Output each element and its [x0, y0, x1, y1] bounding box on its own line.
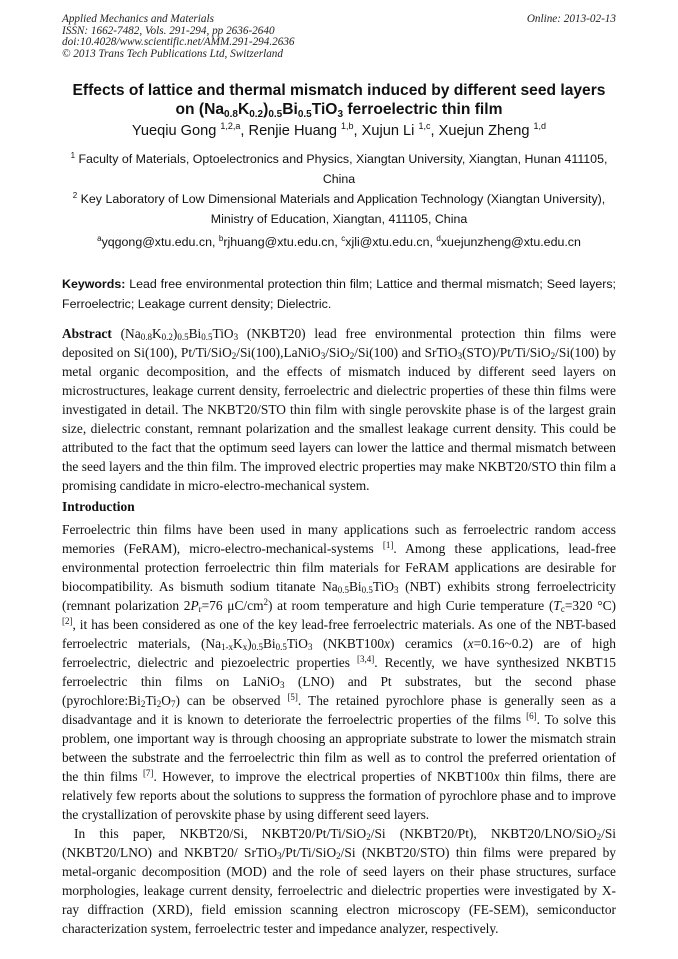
journal-header [62, 14, 616, 60]
affiliation-2: $^2$ Key Laboratory of Low Dimensional Materials and Application Technology (Xiangtan University), Ministry of Education, Xiangtan, 411105, China [72, 191, 606, 226]
online-date: Online: 2013-02-13 [526, 13, 616, 25]
title-line-2: on $(Na_{0.8}K_{0.2})_{0.5}Bi_{0.5}TiO_3$ ferroelectric thin film [175, 101, 503, 120]
email-link[interactable]: $^a$yqgong@xtu.edu.cn [97, 234, 212, 249]
journal-name: Applied Mechanics and Materials [62, 13, 214, 25]
citation[interactable]: [7] [142, 768, 154, 778]
issn-line: ISSN: 1662-7482, Vols. 291-294, pp 2636-2640 [62, 24, 275, 37]
introduction-body [62, 520, 616, 938]
email-link[interactable]: $^b$rjhuang@xtu.edu.cn [218, 234, 335, 249]
author: Xuejun Zheng $^{1,d}$ [438, 121, 547, 139]
title-line-1: Effects of lattice and thermal mismatch induced by different seed layers [72, 82, 606, 99]
author: Renjie Huang $^{1,b}$ [248, 121, 354, 139]
copyright-line: © 2013 Trans Tech Publications Ltd, Switzerland [62, 47, 283, 60]
citation[interactable]: [1] [382, 540, 394, 550]
citation[interactable]: [2] [62, 616, 73, 626]
author-list: Yueqiu Gong $^{1,2,a}$, Renjie Huang $^{1,b}$, Xujun Li $^{1,c}$, Xuejun Zheng $^{1,d}$ [131, 121, 547, 139]
citation[interactable]: [6] [526, 711, 537, 721]
doi-line: doi:10.4028/www.scientific.net/AMM.291-294.2636 [62, 36, 295, 48]
abstract: Abstract $(Na_{0.8}K_{0.2})_{0.5}Bi_{0.5}TiO_3$ (NKBT20) lead free environmental protection thin films were deposited on Si(100), Pt/Ti/SiO$_2$/Si(100),LaNiO$_3$/SiO$_2$/Si(100) and SrTiO$_3$(STO)/Pt/Ti/SiO$_2$/Si(100) by metal organic decomposition, and the effects of mismatch induced by different seed layers on microstructures, leakage current density, ferroelectric and dielectric properties of these thin films were investigated in detail. The NKBT20/STO thin film with single perovskite phase is of the largest grain size, dielectric constant, remnant polarization and the smallest leakage current density. This could be attributed to the fact that the optimum seed layers can lower the lattice and thermal mismatch between the seed layers and the thin film. The improved electric properties may make NKBT20/STO thin film a promising candidate in micro-electro-mechanical system. [62, 326, 617, 493]
abstract-label: Abstract [62, 326, 112, 341]
citation[interactable]: [3,4] [356, 654, 375, 664]
author: Xujun Li $^{1,c}$ [361, 121, 431, 139]
email-link[interactable]: $^c$xjli@xtu.edu.cn [341, 234, 430, 249]
paragraph: In this paper, NKBT20/Si, NKBT20/Pt/Ti/SiO$_2$/Si (NKBT20/Pt), NKBT20/LNO/SiO$_2$/Si (NKBT20/LNO) and NKBT20/ SrTiO$_3$/Pt/Ti/SiO$_2$/Si (NKBT20/STO) thin films were prepared by metal-organic decomposition (MOD) and the role of seed layers on their phase structures, surface morphologies, leakage current density, ferroelectric and dielectric properties were investigated by X-ray diffraction (XRD), field emission scanning electron microscopy (FE-SEM), semiconductor characterization system, ferroelectric tester and impedance analyzer, respectively. [62, 826, 616, 936]
section-heading-introduction: Introduction [62, 499, 135, 514]
paragraph: Ferroelectric thin films have been used in many applications such as ferroelectric random access memories (FeRAM), micro-electro-mechanical-systems [1]. Among these applications, lead-free environmental protection ferroelectric thin film materials for FeRAM applications are desirable for biocompatibility. As bismuth sodium titanate $Na_{0.5}Bi_{0.5}TiO_3$ (NBT) exhibits strong ferroelectricity (remnant polarization $2P_r=76$ $\mu C/cm^2$) at room temperature and high Curie temperature ($T_c=320$ °C) [2], it has been considered as one of the key lead-free ferroelectric materials. As one of the NBT-based ferroelectric materials, $(Na_{1-x}K_x)_{0.5}Bi_{0.5}TiO_3$ (NKBT100x) ceramics (x=0.16~0.2) are of high ferroelectric, dielectric and piezoelectric properties [3,4]. Recently, we have synthesized NKBT15 ferroelectric thin films on LaNiO$_3$ (LNO) and Pt substrates, but the second phase $(pyrochlore:Bi_2Ti_2O_7)$ can be observed [5]. The retained pyrochlore phase is generally seen as a disadvantage and it is known to deteriorate the ferroelectric properties of the films [6]. To solve this problem, one important way is through choosing an appropriate substrate to lower the mismatch strain between the substrate and the ferroelectric thin film as well as to control the preferred orientation of the thin films [7]. However, to improve the electrical properties of NKBT100x thin films, there are relatively few reports about the solutions to suppress the formation of pyrochlore phase and to improve the crystallization of perovskite phase by using different seed layers. [62, 522, 617, 822]
email-list: $^a$yqgong@xtu.edu.cn, $^b$rjhuang@xtu.edu.cn, $^c$xjli@xtu.edu.cn, $^d$xuejunzheng@xtu.edu.cn [97, 234, 581, 249]
author: Yueqiu Gong $^{1,2,a}$ [131, 121, 241, 139]
email-link[interactable]: $^d$xuejunzheng@xtu.edu.cn [436, 234, 581, 249]
affiliation-1: $^1$ Faculty of Materials, Optoelectronics and Physics, Xiangtan University, Xiangtan, Hunan 411105, China [70, 151, 608, 186]
paper-title [62, 81, 616, 119]
keywords-label: Keywords: [62, 277, 126, 291]
citation[interactable]: [5] [287, 692, 298, 702]
keywords [62, 274, 616, 314]
keywords-text: Lead free environmental protection thin film; Lattice and thermal mismatch; Seed layers; Ferroelectric; Leakage current density; Dielectric. [62, 277, 616, 311]
